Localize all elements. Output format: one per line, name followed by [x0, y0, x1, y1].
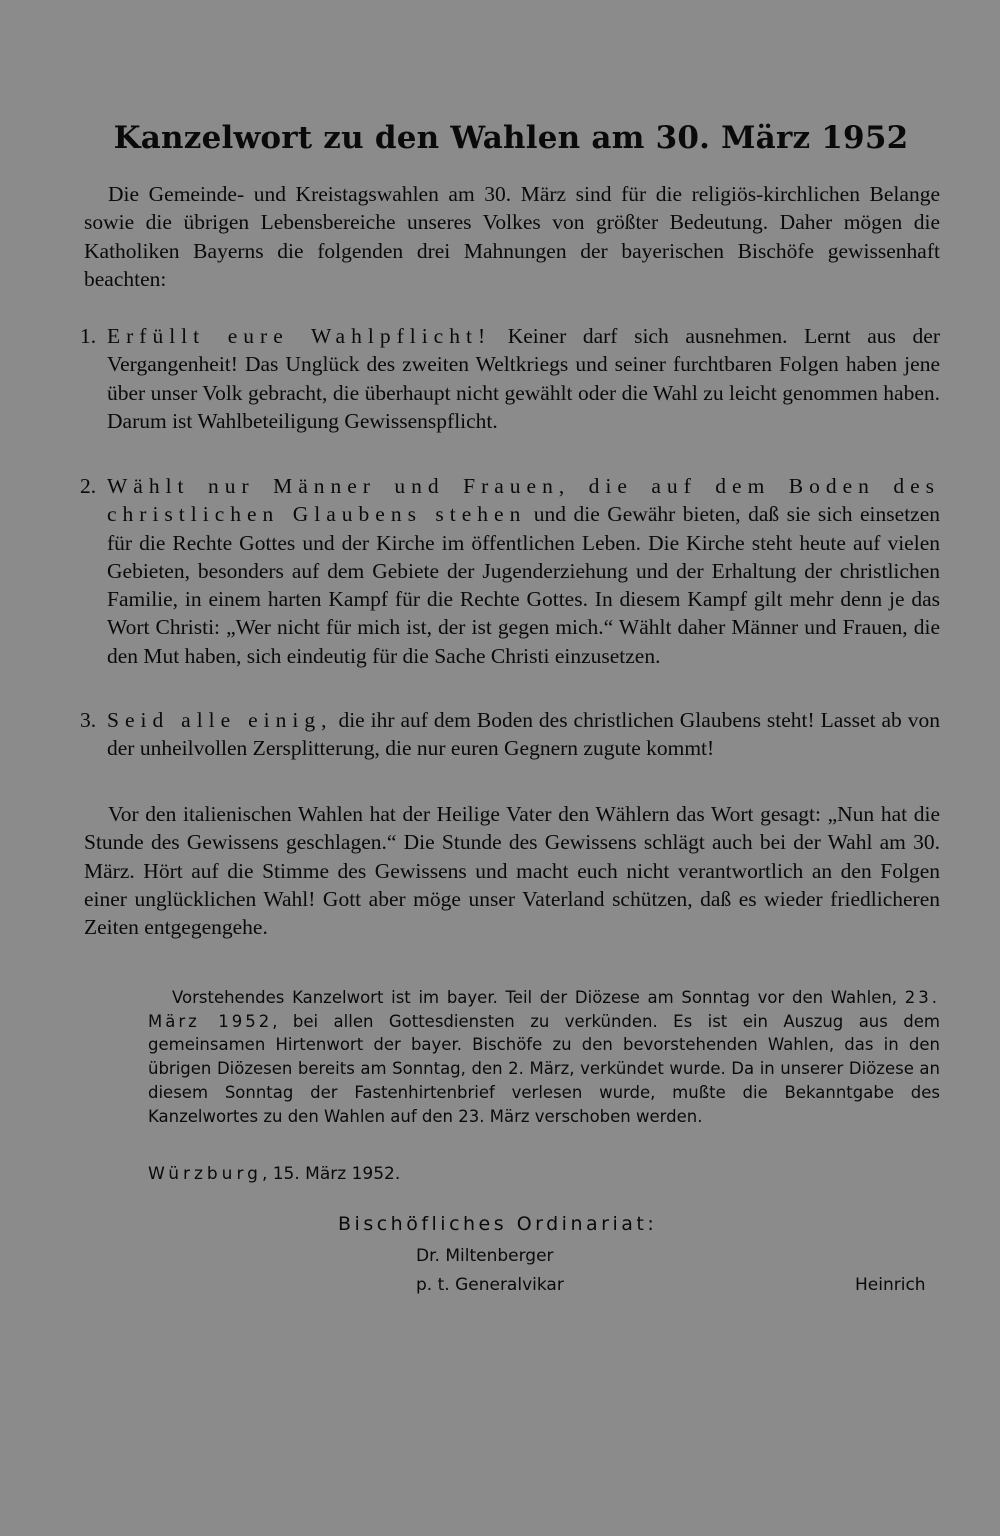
note-paragraph: [148, 986, 940, 1128]
item-number: 3.: [80, 708, 97, 732]
item-text: [107, 706, 940, 763]
item-text: [107, 472, 940, 670]
item-body: die ihr auf dem Boden des christlichen Glaubens steht! Lasset ab von der unheilvollen Zersplitterung, die nur euren Gegnern zugute kommt!: [107, 708, 940, 761]
page-title: Kanzelwort zu den Wahlen am 30. März 1952: [113, 120, 909, 156]
place-date: [148, 1164, 400, 1184]
note-after: , bei allen Gottesdiensten zu verkünden. Es ist ein Auszug aus dem gemeinsamen Hirtenwort der bayer. Bischöfe zu den bevorstehenden Wahlen, das in den übrigen Diözesen bereits am Sonntag, den 2. März, verkündet wurde. Da in unserer Diözese an diesem Sonntag der Fastenhirtenbrief verlesen wurde, mußte die Bekanntgabe des Kanzelwortes zu den Wahlen auf den 23. März verschoben werden.: [148, 1011, 940, 1126]
intro-paragraph: Die Gemeinde- und Kreistagswahlen am 30. März sind für die religiös-kirchlichen Belange sowie die übrigen Lebensbereiche unseres Volkes von größter Bedeutung. Daher mögen die Katholiken Bayerns die folgenden drei Mahnungen der bayerischen Bischöfe gewissenhaft beachten:: [84, 182, 940, 291]
note-date: 23. März 1952: [148, 988, 940, 1031]
item-number: 2.: [80, 474, 97, 498]
item-emphasis: Erfüllt eure Wahlpflicht!: [107, 324, 492, 348]
item-body: und die Gewähr bieten, daß sie sich einsetzen für die Rechte Gottes und der Kirche im öffentlichen Leben. Die Kirche steht heute auf vielen Gebieten, besonders auf dem Gebiete der Jugenderziehung und der Erhaltung der christlichen Familie, in einem harten Kampf für die Rechte Gottes. In diesem Kampf gilt mehr denn je das Wort Christi: „Wer nicht für mich ist, der ist gegen mich.“ Wählt daher Männer und Frauen, die den Mut haben, sich eindeutig für die Sache Christi einzusetzen.: [107, 502, 940, 668]
signature-name: Dr. Miltenberger: [416, 1246, 554, 1266]
item-text: [107, 322, 940, 435]
place-name: Würzburg: [148, 1164, 262, 1184]
item-emphasis: Seid alle einig,: [107, 708, 333, 732]
signature-bishop: Heinrich: [855, 1275, 926, 1295]
item-emphasis: Wählt nur Männer und Frauen, die auf dem Boden des christlichen Glaubens stehen: [107, 474, 940, 527]
signature-role: p. t. Generalvikar: [416, 1275, 564, 1295]
list-item-3: [80, 706, 940, 763]
closing-paragraph: Vor den italienischen Wahlen hat der Heilige Vater den Wählern das Wort gesagt: „Nun hat die Stunde des Gewissens geschlagen.“ Die Stunde des Gewissens schlägt auch bei der Wahl am 30. März. Hört auf die Stimme des Gewissens und macht euch nicht verantwortlich an den Folgen einer unglücklichen Wahl! Gott aber möge unser Vaterland schützen, daß es wieder friedlicheren Zeiten entgegengehe.: [84, 802, 940, 940]
place-date-text: , 15. März 1952.: [261, 1164, 401, 1184]
list-item-2: [80, 472, 940, 670]
note-before: Vorstehendes Kanzelwort ist im bayer. Teil der Diözese am Sonntag vor den Wahlen,: [172, 988, 905, 1007]
list-item-1: [80, 322, 940, 435]
item-body: Keiner darf sich ausnehmen. Lernt aus der Vergangenheit! Das Unglück des zweiten Weltkriegs und seiner furchtbaren Folgen haben jene über unser Volk gebracht, die überhaupt nicht gewählt oder die Wahl zu leicht genommen haben. Darum ist Wahlbeteiligung Gewissenspflicht.: [107, 324, 940, 433]
item-number: 1.: [80, 324, 97, 348]
signature-office: Bischöfliches Ordinariat:: [338, 1213, 658, 1235]
